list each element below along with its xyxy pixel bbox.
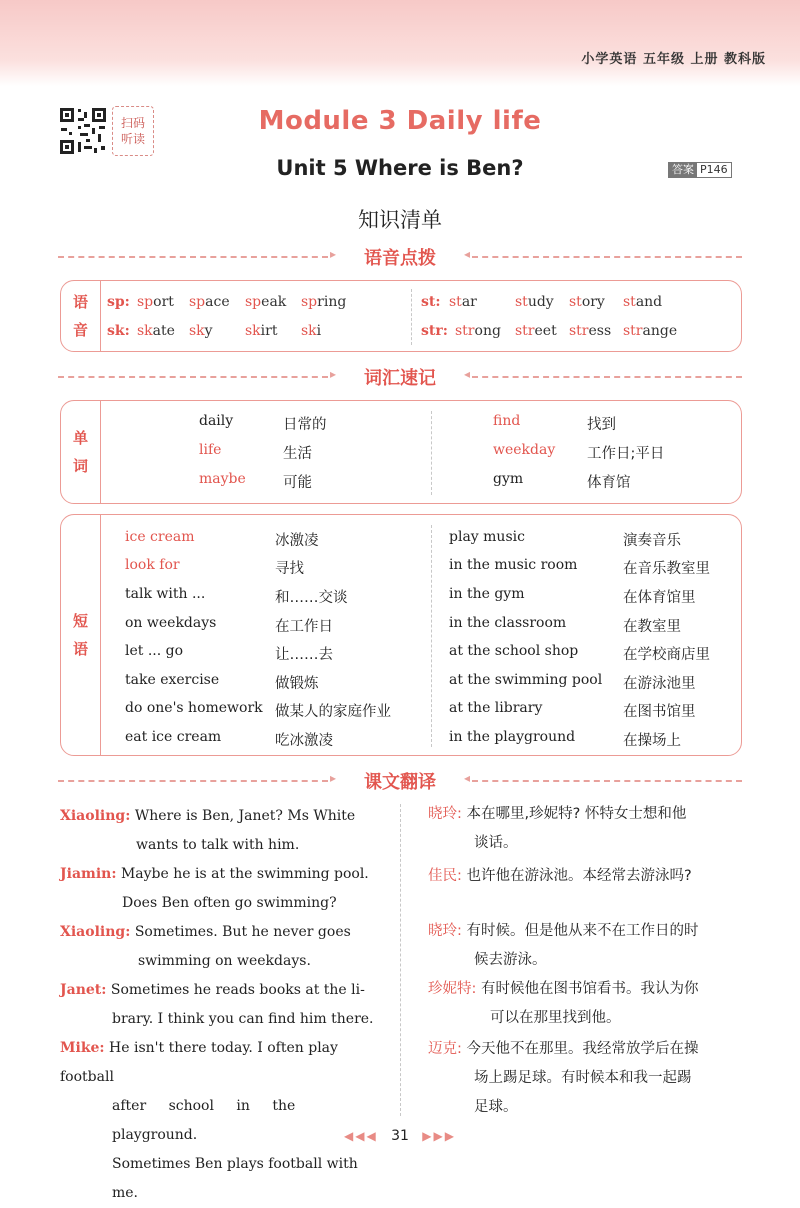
- phrases-box: [60, 514, 742, 756]
- phonics-word: ski: [301, 323, 322, 339]
- side-char: 音: [72, 321, 88, 339]
- module-title: Module 3 Daily life: [258, 106, 542, 136]
- word-cn: 找到: [587, 417, 616, 433]
- section-title-phonics: 语音点拨: [364, 248, 436, 269]
- dialogue-line: 候去游泳。: [474, 952, 547, 968]
- phonics-word: strong: [455, 323, 501, 339]
- phrase-cn: 在操场上: [623, 733, 681, 749]
- phrase-cn: 演奏音乐: [623, 533, 681, 549]
- phrase-en: look for: [125, 557, 180, 573]
- phonics-word: strange: [623, 323, 678, 339]
- dialogue-turn: [60, 918, 380, 976]
- page-footer: [0, 1128, 800, 1144]
- speaker-name: 佳民:: [428, 868, 462, 884]
- phrase-cn: 让……去: [275, 647, 333, 663]
- scan-label-1: 扫码: [120, 116, 145, 130]
- word-en: weekday: [493, 442, 556, 458]
- phrase-cn: 在体育馆里: [623, 590, 696, 606]
- word-en: find: [493, 413, 521, 429]
- phonics-box: [60, 280, 742, 352]
- word-cn: 可能: [283, 475, 312, 491]
- speaker-name: 晓玲:: [428, 806, 462, 822]
- dialogue-line: 有时候。但是他从来不在工作日的时: [466, 923, 699, 939]
- phrase-cn: 和……交谈: [275, 590, 348, 606]
- phrase-cn: 在图书馆里: [623, 704, 696, 720]
- phonics-word: sport: [137, 294, 174, 310]
- scan-label-2: 听读: [120, 132, 145, 146]
- dialogue-cn: [428, 800, 748, 1122]
- phrases-side-label: [61, 515, 101, 755]
- speaker-name: 珍妮特:: [428, 981, 477, 997]
- word-en: gym: [493, 471, 524, 487]
- dialogue-line: 可以在那里找到他。: [490, 1010, 621, 1026]
- dialogue-turn: [428, 1035, 748, 1122]
- header-band: [0, 0, 800, 86]
- answer-page: P146: [700, 163, 728, 176]
- word-cn: 生活: [283, 446, 312, 462]
- phonics-word: speak: [245, 294, 287, 310]
- answer-label: 答案: [669, 163, 697, 177]
- side-char: 语: [72, 293, 88, 311]
- series-label: 小学英语 五年级 上册 教科版: [581, 52, 766, 67]
- answer-badge: [668, 162, 732, 178]
- phrase-en: let ... go: [125, 643, 184, 659]
- dialogue-turn: [60, 1034, 380, 1208]
- dialogue-en: [60, 802, 380, 1208]
- dialogue-turn: [60, 802, 380, 860]
- speaker-name: Xiaoling:: [60, 808, 131, 824]
- speaker-name: Janet:: [60, 982, 107, 998]
- word-cn: 工作日;平日: [587, 446, 665, 462]
- phrase-en: play music: [449, 529, 525, 545]
- phrase-en: do one's homework: [125, 700, 263, 716]
- dialogue-line: brary. I think you can find him there.: [112, 1011, 374, 1027]
- dialogue-line: wants to talk with him.: [136, 837, 300, 853]
- phrase-en: at the swimming pool: [449, 672, 603, 688]
- phonics-label: st:: [421, 294, 441, 310]
- dialogue-line: 本在哪里,珍妮特? 怀特女士想和他: [466, 806, 687, 822]
- phonics-label: str:: [421, 323, 448, 339]
- dialogue-turn: [428, 862, 748, 891]
- dialogue-line: 今天他不在那里。我经常放学后在操: [466, 1041, 699, 1057]
- side-char: 词: [72, 457, 88, 475]
- phonics-word: street: [515, 323, 557, 339]
- list-title: 知识清单: [358, 208, 442, 232]
- dialogue-line: Maybe he is at the swimming pool.: [120, 866, 369, 882]
- phonics-side-label: [61, 281, 101, 351]
- phrase-en: take exercise: [125, 672, 220, 688]
- words-side-label: [61, 401, 101, 503]
- section-header-translation: ▸ ◂ 课文翻译: [58, 768, 742, 794]
- phrase-en: at the school shop: [449, 643, 579, 659]
- speaker-name: Xiaoling:: [60, 924, 131, 940]
- phonics-word: skirt: [245, 323, 278, 339]
- dialogue-line: 场上踢足球。有时候本和我一起踢: [474, 1070, 692, 1086]
- column-divider: [400, 804, 401, 1116]
- phrase-en: in the music room: [449, 557, 578, 573]
- dialogue-turn: [60, 976, 380, 1034]
- phrase-cn: 吃冰激凌: [275, 733, 333, 749]
- phrase-en: in the playground: [449, 729, 576, 745]
- dialogue-line: 足球。: [474, 1099, 518, 1115]
- dialogue-turn: [428, 917, 748, 975]
- phonics-word: stand: [623, 294, 663, 310]
- phrase-cn: 做某人的家庭作业: [275, 704, 391, 720]
- page-number: 31: [391, 1128, 409, 1144]
- dialogue-line: He isn't there today. I often play football: [60, 1040, 338, 1085]
- side-char: 单: [72, 429, 88, 447]
- phrase-en: ice cream: [125, 529, 195, 545]
- next-arrows-icon: ▶▶▶: [422, 1129, 456, 1143]
- phrase-cn: 在教室里: [623, 619, 681, 635]
- section-title-vocab: 词汇速记: [364, 368, 436, 389]
- dialogue-line: after school in the playground.: [112, 1098, 296, 1143]
- section-header-phonics: ▸ ◂ 语音点拨: [58, 244, 742, 270]
- phonics-label: sk:: [107, 323, 130, 339]
- phrase-en: talk with ...: [125, 586, 206, 602]
- phrase-cn: 在工作日: [275, 619, 333, 635]
- word-en: life: [199, 442, 222, 458]
- dialogue-line: Sometimes he reads books at the li-: [110, 982, 365, 998]
- phonics-word: story: [569, 294, 605, 310]
- dialogue-turn: [60, 860, 380, 918]
- words-box: [60, 400, 742, 504]
- word-en: daily: [199, 413, 234, 429]
- side-char: 语: [72, 640, 88, 658]
- phonics-word: stress: [569, 323, 612, 339]
- phonics-word: spring: [301, 294, 347, 310]
- phonics-word: skate: [137, 323, 175, 339]
- dialogue-line: Sometimes Ben plays football with me.: [112, 1156, 358, 1201]
- phonics-word: space: [189, 294, 230, 310]
- dialogue-line: swimming on weekdays.: [138, 953, 311, 969]
- phrase-en: eat ice cream: [125, 729, 222, 745]
- unit-title: Unit 5 Where is Ben?: [276, 156, 524, 180]
- phrase-en: on weekdays: [125, 615, 217, 631]
- dialogue-line: Sometimes. But he never goes: [134, 924, 351, 940]
- phrase-en: in the classroom: [449, 615, 567, 631]
- phrase-cn: 寻找: [275, 561, 304, 577]
- phonics-word: study: [515, 294, 554, 310]
- speaker-name: Mike:: [60, 1040, 105, 1056]
- phrase-en: at the library: [449, 700, 543, 716]
- speaker-name: Jiamin:: [60, 866, 117, 882]
- word-cn: 日常的: [283, 417, 327, 433]
- dialogue-line: 谈话。: [474, 835, 518, 851]
- phrase-cn: 做锻炼: [275, 676, 319, 692]
- phonics-label: sp:: [107, 294, 130, 310]
- speaker-name: 晓玲:: [428, 923, 462, 939]
- phrase-cn: 在音乐教室里: [623, 561, 710, 577]
- phrase-cn: 在学校商店里: [623, 647, 710, 663]
- phrase-cn: 在游泳池里: [623, 676, 696, 692]
- dialogue-line: Where is Ben, Janet? Ms White: [134, 808, 356, 824]
- prev-arrows-icon: ◀◀◀: [344, 1129, 378, 1143]
- phrase-cn: 冰激凌: [275, 533, 319, 549]
- phonics-word: sky: [189, 323, 213, 339]
- speaker-name: 迈克:: [428, 1041, 462, 1057]
- phrase-en: in the gym: [449, 586, 525, 602]
- dialogue-line: 有时候他在图书馆看书。我认为你: [481, 981, 699, 997]
- phonics-word: star: [449, 294, 477, 310]
- word-cn: 体育馆: [587, 475, 631, 491]
- side-char: 短: [72, 612, 88, 630]
- dialogue-turn: [428, 975, 748, 1033]
- section-header-vocab: ▸ ◂ 词汇速记: [58, 364, 742, 390]
- dialogue-line: Does Ben often go swimming?: [122, 895, 337, 911]
- word-en: maybe: [199, 471, 246, 487]
- section-title-translation: 课文翻译: [364, 772, 436, 793]
- dialogue-turn: [428, 800, 748, 858]
- dialogue-line: 也许他在游泳池。本经常去游泳吗?: [466, 868, 692, 884]
